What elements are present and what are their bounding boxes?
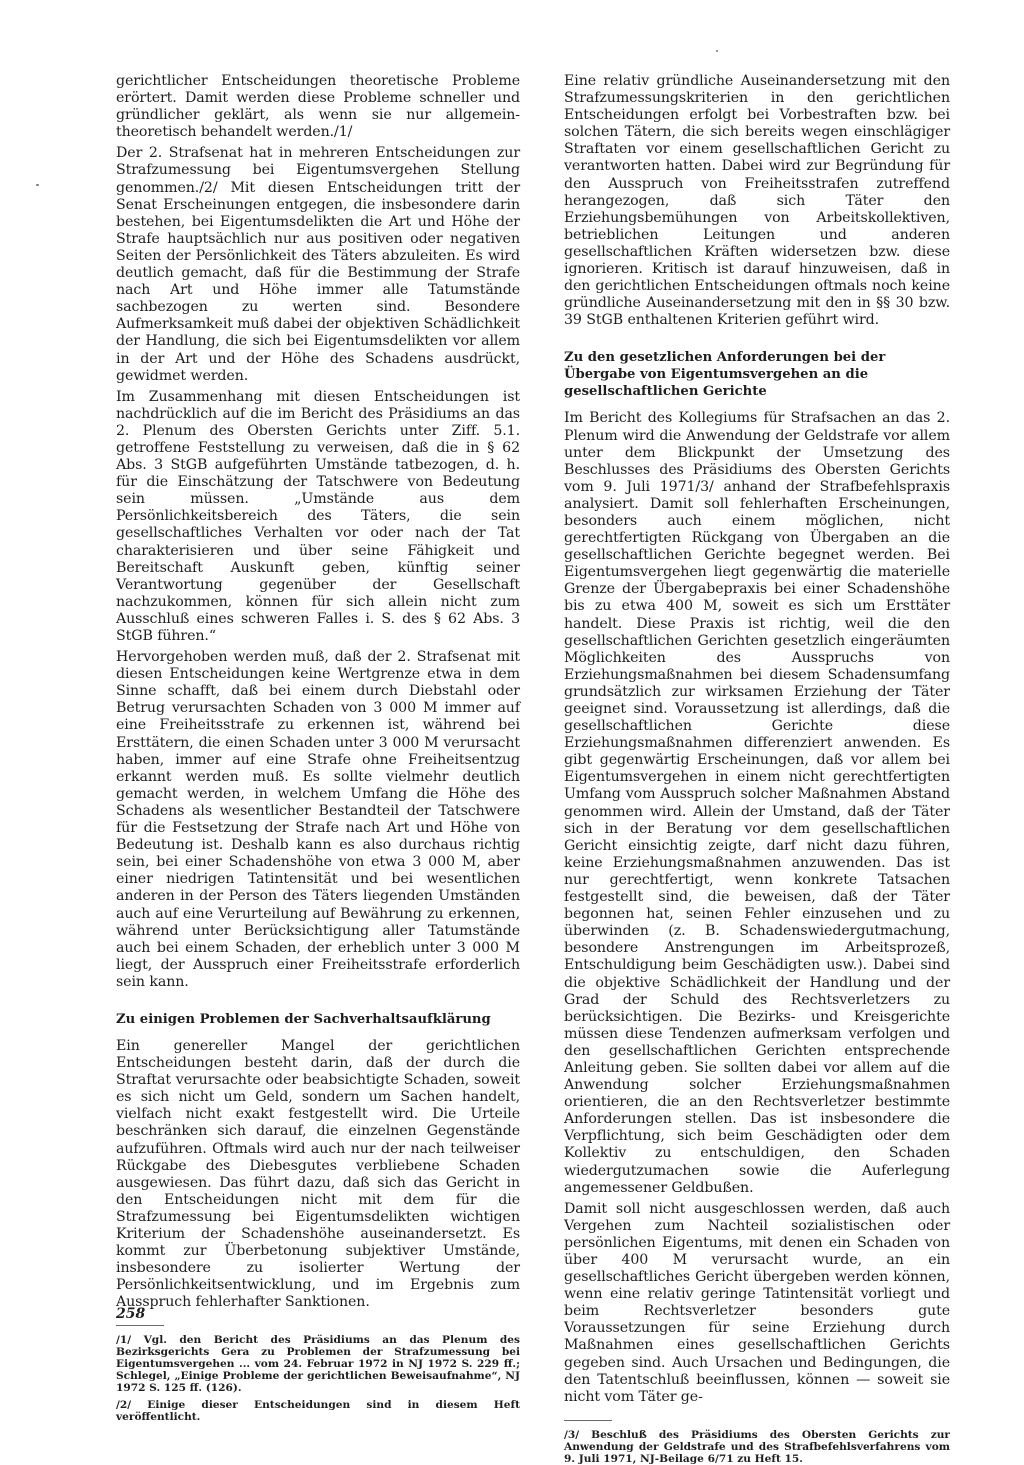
left-paragraph-3: Im Zusammenhang mit diesen Entscheidungen ist nachdrücklich auf die im Bericht des Präsidiums an das 2. Plenum des Obersten Gerichts unter Ziff. 5.1. getroffene Feststellung zu verweisen, daß die in § 62 Abs. 3 StGB aufgeführten Umstände tatbezogen, d. h. für die Einschätzung der Tatschwere von Bedeutung sein müssen. „Umstände aus dem Persönlichkeitsbereich des Täters, die sein gesellschaftliches Verhalten vor oder nach der Tat charakterisieren und über seine Fähigkeit und Bereitschaft Auskunft geben, künftig seiner Verantwortung gegenüber der Gesellschaft nachzukommen, können für sich allein nicht zum Ausschluß eines schweren Falles i. S. des § 62 Abs. 3 StGB führen.“ xyxy=(116,388,520,644)
footnote-2: /2/ Einige dieser Entscheidungen sind in diesem Heft veröffentlicht. xyxy=(116,1399,520,1424)
section-heading-sachverhaltsaufklaerung: Zu einigen Problemen der Sachverhaltsaufklärung xyxy=(116,1011,491,1027)
right-paragraph-1: Eine relativ gründliche Auseinandersetzung mit den Strafzumessungskriterien in den gerichtlichen Entscheidungen erfolgt bei Vorbestraften bzw. bei solchen Tätern, die sich bereits wegen einschlägiger Straftaten vor einem gesellschaftlichen Gericht zu verantworten hatten. Dabei wird zur Begründung für den Ausspruch von Freiheitsstrafen zutreffend herangezogen, daß sich Täter den Erziehungsbemühungen von Arbeitskollektiven, betrieblichen Leitungen und anderen gesellschaftlichen Kräften widersetzen bzw. diese ignorieren. Kritisch ist darauf hinzuweisen, daß in den gerichtlichen Entscheidungen oftmals noch keine gründliche Auseinandersetzung mit den in §§ 30 bzw. 39 StGB enthaltenen Kriterien geführt wird. xyxy=(564,73,950,329)
footnote-divider xyxy=(116,1325,164,1326)
right-paragraph-3: Damit soll nicht ausgeschlossen werden, daß auch Vergehen zum Nachteil sozialistischen oder persönlichen Eigentums, mit denen ein Schaden von über 400 M verursacht wurde, an ein gesellschaftliches Gericht übergeben werden können, wenn eine relativ geringe Tatintensität vorliegt und beim Rechtsverletzer besonders gute Voraussetzungen für seine Erziehung durch Maßnahmen eines gesellschaftlichen Gerichts gegeben sind. Auch Ursachen und Bedingungen, die den Tatentschluß beeinflussen, können — soweit sie nicht vom Täter ge- xyxy=(564,1200,950,1405)
right-paragraph-2: Im Bericht des Kollegiums für Strafsachen an das 2. Plenum wird die Anwendung der Geldstrafe vor allem unter dem Blickpunkt der Umsetzung des Beschlusses des Präsidiums des Obersten Gerichts vom 9. Juli 1971/3/ anhand der Strafbefehlspraxis analysiert. Damit soll fehlerhaften Erscheinungen, besonders auch einem möglichen, nicht gerechtfertigten Rückgang von Übergaben an die gesellschaftlichen Gerichte begegnet werden. Bei Eigentumsvergehen liegt gegenwärtig die materielle Grenze der Übergabepraxis bei einer Schadenshöhe bis zu etwa 400 M, soweit es sich um Ersttäter handelt. Diese Praxis ist richtig, weil die den gesellschaftlichen Gerichten gesetzlich eingeräumten Möglichkeiten des Ausspruchs von Erziehungsmaßnahmen bei diesem Schadensumfang grundsätzlich zur wirksamen Erziehung der Täter geeignet sind. Voraussetzung ist allerdings, daß die gesellschaftlichen Gerichte diese Erziehungsmaßnahmen differenziert anwenden. Es gibt gegenwärtig Erscheinungen, daß vor allem bei Eigentumsvergehen in einem nicht gerechtfertigten Umfang vom Ausspruch solcher Maßnahmen Abstand genommen wird. Allein der Umstand, daß der Täter sich in der Beratung vor dem gesellschaftlichen Gericht einsichtig zeigte, darf nicht dazu führen, keine Erziehungsmaßnahmen anzuwenden. Das ist nur gerechtfertigt, wenn konkrete Tatsachen festgestellt sind, die beweisen, daß der Täter begonnen hat, seinen Fehler einzusehen und zu überwinden (z. B. Schadenswiedergutmachung, besondere Anstrengungen im Arbeitsprozeß, Entschuldigung beim Geschädigten usw.). Dabei sind die objektive Schädlichkeit der Handlung und der Grad der Schuld des Rechtsverletzers zu berücksichtigen. Die Bezirks- und Kreisgerichte müssen diese Tendenzen aufmerksam verfolgen und den gesellschaftlichen Gerichten entsprechende Anleitung geben. Sie sollten dabei vor allem auf die Anwendung solcher Erziehungsmaßnahmen orientieren, die an den Rechtsverletzer bestimmte Anforderungen stellen. Das ist insbesondere die Verpflichtung, sich beim Geschädigten oder dem Kollektiv zu entschuldigen, den Schaden wiedergutzumachen sowie die Auferlegung angemessener Geldbußen. xyxy=(564,410,950,1196)
left-paragraph-4: Hervorgehoben werden muß, daß der 2. Strafsenat mit diesen Entscheidungen keine Wertgrenze etwa in dem Sinne schafft, daß bei einem durch Diebstahl oder Betrug verursachten Schaden von 3 000 M immer auf eine Freiheitsstrafe zu erkennen ist, während bei Ersttätern, die einen Schaden unter 3 000 M verursacht haben, immer auf eine Strafe ohne Freiheitsentzug erkannt werden muß. Es sollte vielmehr deutlich gemacht werden, in welchem Umfang die Höhe des Schadens als wesentlicher Bestandteil der Tatschwere für die Festsetzung der Strafe nach Art und Höhe von Bedeutung ist. Deshalb kann es also durchaus richtig sein, bei einer Schadenshöhe von etwa 3 000 M, aber einer niedrigen Tatintensität und bei wesentlichen anderen in der Person des Täters liegenden Umständen auch auf eine Verurteilung auf Bewährung zu erkennen, während unter Berücksichtigung aller Tatumstände auch bei einem Schaden, der erheblich unter 3 000 M liegt, der Ausspruch einer Freiheitsstrafe erforderlich sein kann. xyxy=(116,649,520,990)
scan-speck xyxy=(716,50,718,52)
left-column xyxy=(116,73,520,1423)
footnote-1: /1/ Vgl. den Bericht des Präsidiums an das Plenum des Bezirksgerichts Gera zu Problemen der Strafzumessung bei Eigentumsvergehen ... vom 24. Februar 1972 in NJ 1972 S. 229 ff.; Schlegel, „Einige Probleme der gerichtlichen Beweisaufnahme“, NJ 1972 S. 125 ff. (126). xyxy=(116,1334,520,1395)
page-number: 258 xyxy=(116,1306,146,1322)
footnote-divider xyxy=(564,1420,612,1421)
left-paragraph-5: Ein genereller Mangel der gerichtlichen Entscheidungen besteht darin, daß der durch die Straftat verursachte oder beabsichtigte Schaden, soweit es sich nicht um Geld, sondern um Sachen handelt, vielfach nicht exakt festgestellt wird. Die Urteile beschränken sich darauf, die einzelnen Gegenstände aufzuführen. Oftmals wird auch nur der nach teilweiser Rückgabe des Diebesgutes verbliebene Schaden ausgewiesen. Das führt dazu, daß sich das Gericht in den Entscheidungen nicht mit dem für die Strafzumessung bei Eigentumsdelikten wichtigen Kriterium der Schadenshöhe auseinandersetzt. Es kommt zur Überbetonung subjektiver Umstände, insbesondere zu isolierter Wertung der Persönlichkeitsentwicklung, und im Ergebnis zum Ausspruch fehlerhafter Sanktionen. xyxy=(116,1037,520,1311)
left-paragraph-2: Der 2. Strafsenat hat in mehreren Entscheidungen zur Strafzumessung bei Eigentumsvergehen Stellung genommen./2/ Mit diesen Entscheidungen tritt der Senat Erscheinungen entgegen, die insbesondere darin bestehen, bei Eigentumsdelikten die Art und Höhe der Strafe hauptsächlich nur aus positiven oder negativen Seiten der Persönlichkeit des Täters abzuleiten. Es wird deutlich gemacht, daß für die Bestimmung der Strafe nach Art und Höhe immer alle Tatumstände sachbezogen zu werten sind. Besondere Aufmerksamkeit muß dabei der objektiven Schädlichkeit der Handlung, die sich bei Eigentumsdelikten vor allem in der Art und der Höhe des Schadens ausdrückt, gewidmet werden. xyxy=(116,145,520,384)
footnote-3: /3/ Beschluß des Präsidiums des Obersten Gerichts zur Anwendung der Geldstrafe und des Strafbefehlsverfahrens vom 9. Juli 1971, NJ-Beilage 6/71 zu Heft 15. xyxy=(564,1428,950,1465)
section-heading-uebergabe: Zu den gesetzlichen Anforderungen bei der Übergabe von Eigentumsvergehen an die gesellschaftlichen Gerichte xyxy=(564,350,886,400)
right-column xyxy=(564,73,950,1465)
left-paragraph-1: gerichtlicher Entscheidungen theoretische Probleme erörtert. Damit werden diese Probleme schneller und gründlicher geklärt, als wenn sie nur allgemein-theoretisch behandelt werden./1/ xyxy=(116,73,520,141)
scan-speck xyxy=(36,184,39,186)
